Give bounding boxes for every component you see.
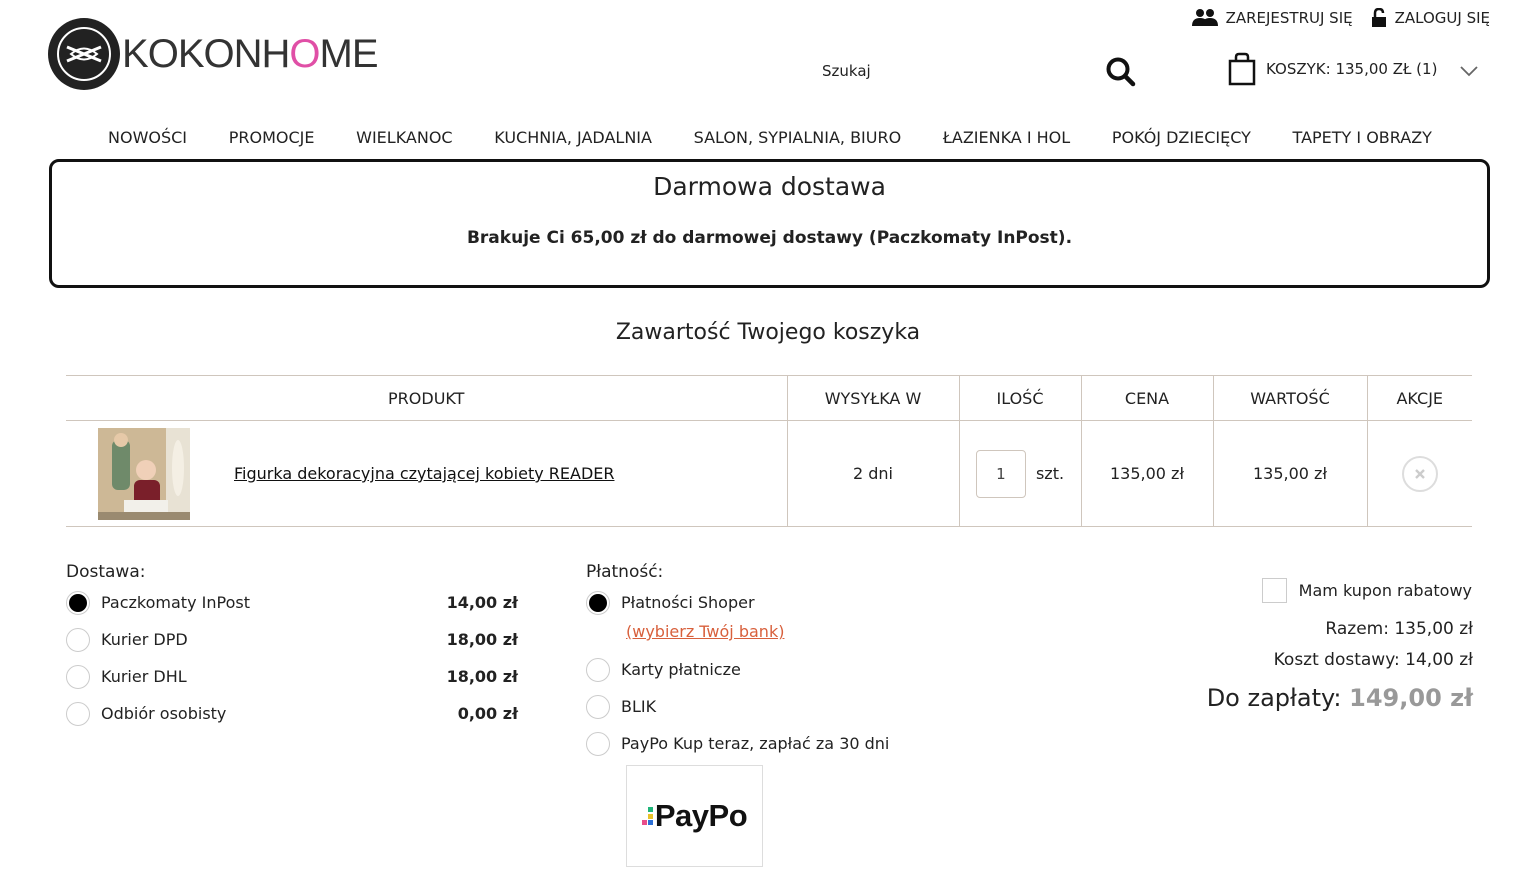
delivery-title: Dostawa: (66, 562, 146, 582)
table-row (66, 421, 1472, 527)
delivery-option-price: 14,00 zł (446, 593, 518, 612)
col-header-value: WARTOŚĆ (1213, 376, 1367, 421)
radio-paypo[interactable] (586, 732, 610, 756)
payment-option-cards[interactable] (586, 651, 946, 688)
login-label: ZALOGUJ SIĘ (1394, 9, 1490, 27)
item-value: 135,00 zł (1213, 421, 1367, 527)
payment-option-label: Płatności Shoper (621, 593, 755, 612)
col-header-qty: ILOŚĆ (959, 376, 1081, 421)
free-delivery-title: Darmowa dostawa (653, 172, 886, 201)
product-cell (66, 421, 787, 527)
delivery-option-pickup[interactable] (66, 695, 518, 732)
nav-item-promocje[interactable]: PROMOCJE (228, 128, 315, 147)
radio-pickup[interactable] (66, 702, 90, 726)
nav-item-wielkanoc[interactable]: WIELKANOC (356, 128, 453, 147)
radio-shoper[interactable] (586, 591, 610, 615)
cart-table (66, 375, 1472, 527)
delivery-option-price: 0,00 zł (457, 704, 518, 723)
delivery-option-price: 18,00 zł (446, 667, 518, 686)
nav-item-nowosci[interactable]: NOWOŚCI (108, 128, 188, 147)
main-nav (98, 128, 1442, 147)
payment-option-label: Karty płatnicze (621, 660, 741, 679)
delivery-option-label: Kurier DPD (101, 630, 188, 649)
col-header-product: PRODUKT (66, 376, 787, 421)
coupon-label: Mam kupon rabatowy (1298, 581, 1472, 600)
payment-option-shoper[interactable] (586, 584, 946, 621)
delivery-option-price: 18,00 zł (446, 630, 518, 649)
product-link[interactable]: Figurka dekoracyjna czytającej kobiety READER (234, 464, 615, 483)
choose-bank-link[interactable]: (wybierz Twój bank) (626, 622, 785, 641)
paypo-dots-icon (642, 805, 654, 827)
register-link[interactable] (1192, 8, 1353, 28)
nav-item-pokoj[interactable]: POKÓJ DZIECIĘCY (1111, 128, 1251, 147)
delivery-option-label: Paczkomaty InPost (101, 593, 250, 612)
payment-option-label: PayPo Kup teraz, zapłać za 30 dni (621, 734, 890, 753)
payment-title: Płatność: (586, 562, 664, 582)
delivery-option-label: Odbiór osobisty (101, 704, 227, 723)
unlock-icon (1371, 8, 1387, 28)
shopping-bag-icon (1228, 52, 1256, 86)
search-input[interactable]: Szukaj (822, 62, 871, 80)
nav-item-salon[interactable]: SALON, SYPIALNIA, BIURO (693, 128, 902, 147)
payment-option-blik[interactable] (586, 688, 946, 725)
remove-item-button[interactable] (1402, 456, 1438, 492)
payment-option-paypo[interactable] (586, 725, 946, 762)
item-price: 135,00 zł (1081, 421, 1213, 527)
radio-dpd[interactable] (66, 628, 90, 652)
delivery-option-label: Kurier DHL (101, 667, 187, 686)
col-header-actions: AKCJE (1367, 376, 1472, 421)
subtotal: Razem: 135,00 zł (1325, 619, 1473, 639)
payment-section (586, 562, 946, 867)
payment-option-label: BLIK (621, 697, 657, 716)
col-header-price: CENA (1081, 376, 1213, 421)
total-to-pay (1207, 684, 1473, 712)
col-header-shipping: WYSYŁKA W (787, 376, 959, 421)
qty-cell (959, 421, 1081, 527)
users-icon (1192, 8, 1218, 28)
qty-unit: szt. (1035, 464, 1065, 483)
login-link[interactable] (1371, 8, 1490, 28)
paypo-logo (626, 765, 763, 867)
close-icon (1414, 468, 1426, 480)
free-delivery-box (49, 159, 1490, 288)
coupon-toggle[interactable] (1262, 578, 1472, 603)
quantity-input[interactable] (976, 450, 1026, 498)
coupon-checkbox[interactable] (1262, 578, 1287, 603)
search-icon[interactable] (1105, 56, 1137, 92)
delivery-option-dpd[interactable] (66, 621, 518, 658)
radio-inpost[interactable] (66, 591, 90, 615)
shipping-time: 2 dni (787, 421, 959, 527)
paypo-logo-text: PayPo (654, 798, 748, 833)
delivery-option-inpost[interactable] (66, 584, 518, 621)
radio-blik[interactable] (586, 695, 610, 719)
product-thumbnail[interactable] (98, 428, 190, 520)
logo[interactable] (48, 18, 378, 90)
table-header-row (66, 376, 1472, 421)
logo-emblem-icon (48, 18, 120, 90)
nav-item-tapety[interactable]: TAPETY I OBRAZY (1292, 128, 1432, 147)
shipping-cost: Koszt dostawy: 14,00 zł (1273, 650, 1473, 670)
cart-label: KOSZYK: 135,00 ZŁ (1) (1266, 60, 1438, 78)
register-label: ZAREJESTRUJ SIĘ (1225, 9, 1353, 27)
radio-cards[interactable] (586, 658, 610, 682)
free-delivery-message: Brakuje Ci 65,00 zł do darmowej dostawy (Paczkomaty InPost). (466, 228, 1073, 248)
actions-cell (1367, 421, 1472, 527)
chevron-down-icon[interactable] (1460, 62, 1478, 81)
radio-dhl[interactable] (66, 665, 90, 689)
cart-summary[interactable] (1228, 52, 1437, 86)
nav-item-lazienka[interactable]: ŁAZIENKA I HOL (942, 128, 1071, 147)
delivery-section (66, 562, 518, 732)
logo-text: KOKONHOME (122, 31, 378, 76)
total-value: 149,00 zł (1349, 684, 1473, 712)
delivery-option-dhl[interactable] (66, 658, 518, 695)
account-links (1192, 8, 1490, 28)
nav-item-kuchnia[interactable]: KUCHNIA, JADALNIA (494, 128, 652, 147)
cart-title: Zawartość Twojego koszyka (615, 320, 921, 345)
total-label: Do zapłaty: (1206, 684, 1342, 712)
